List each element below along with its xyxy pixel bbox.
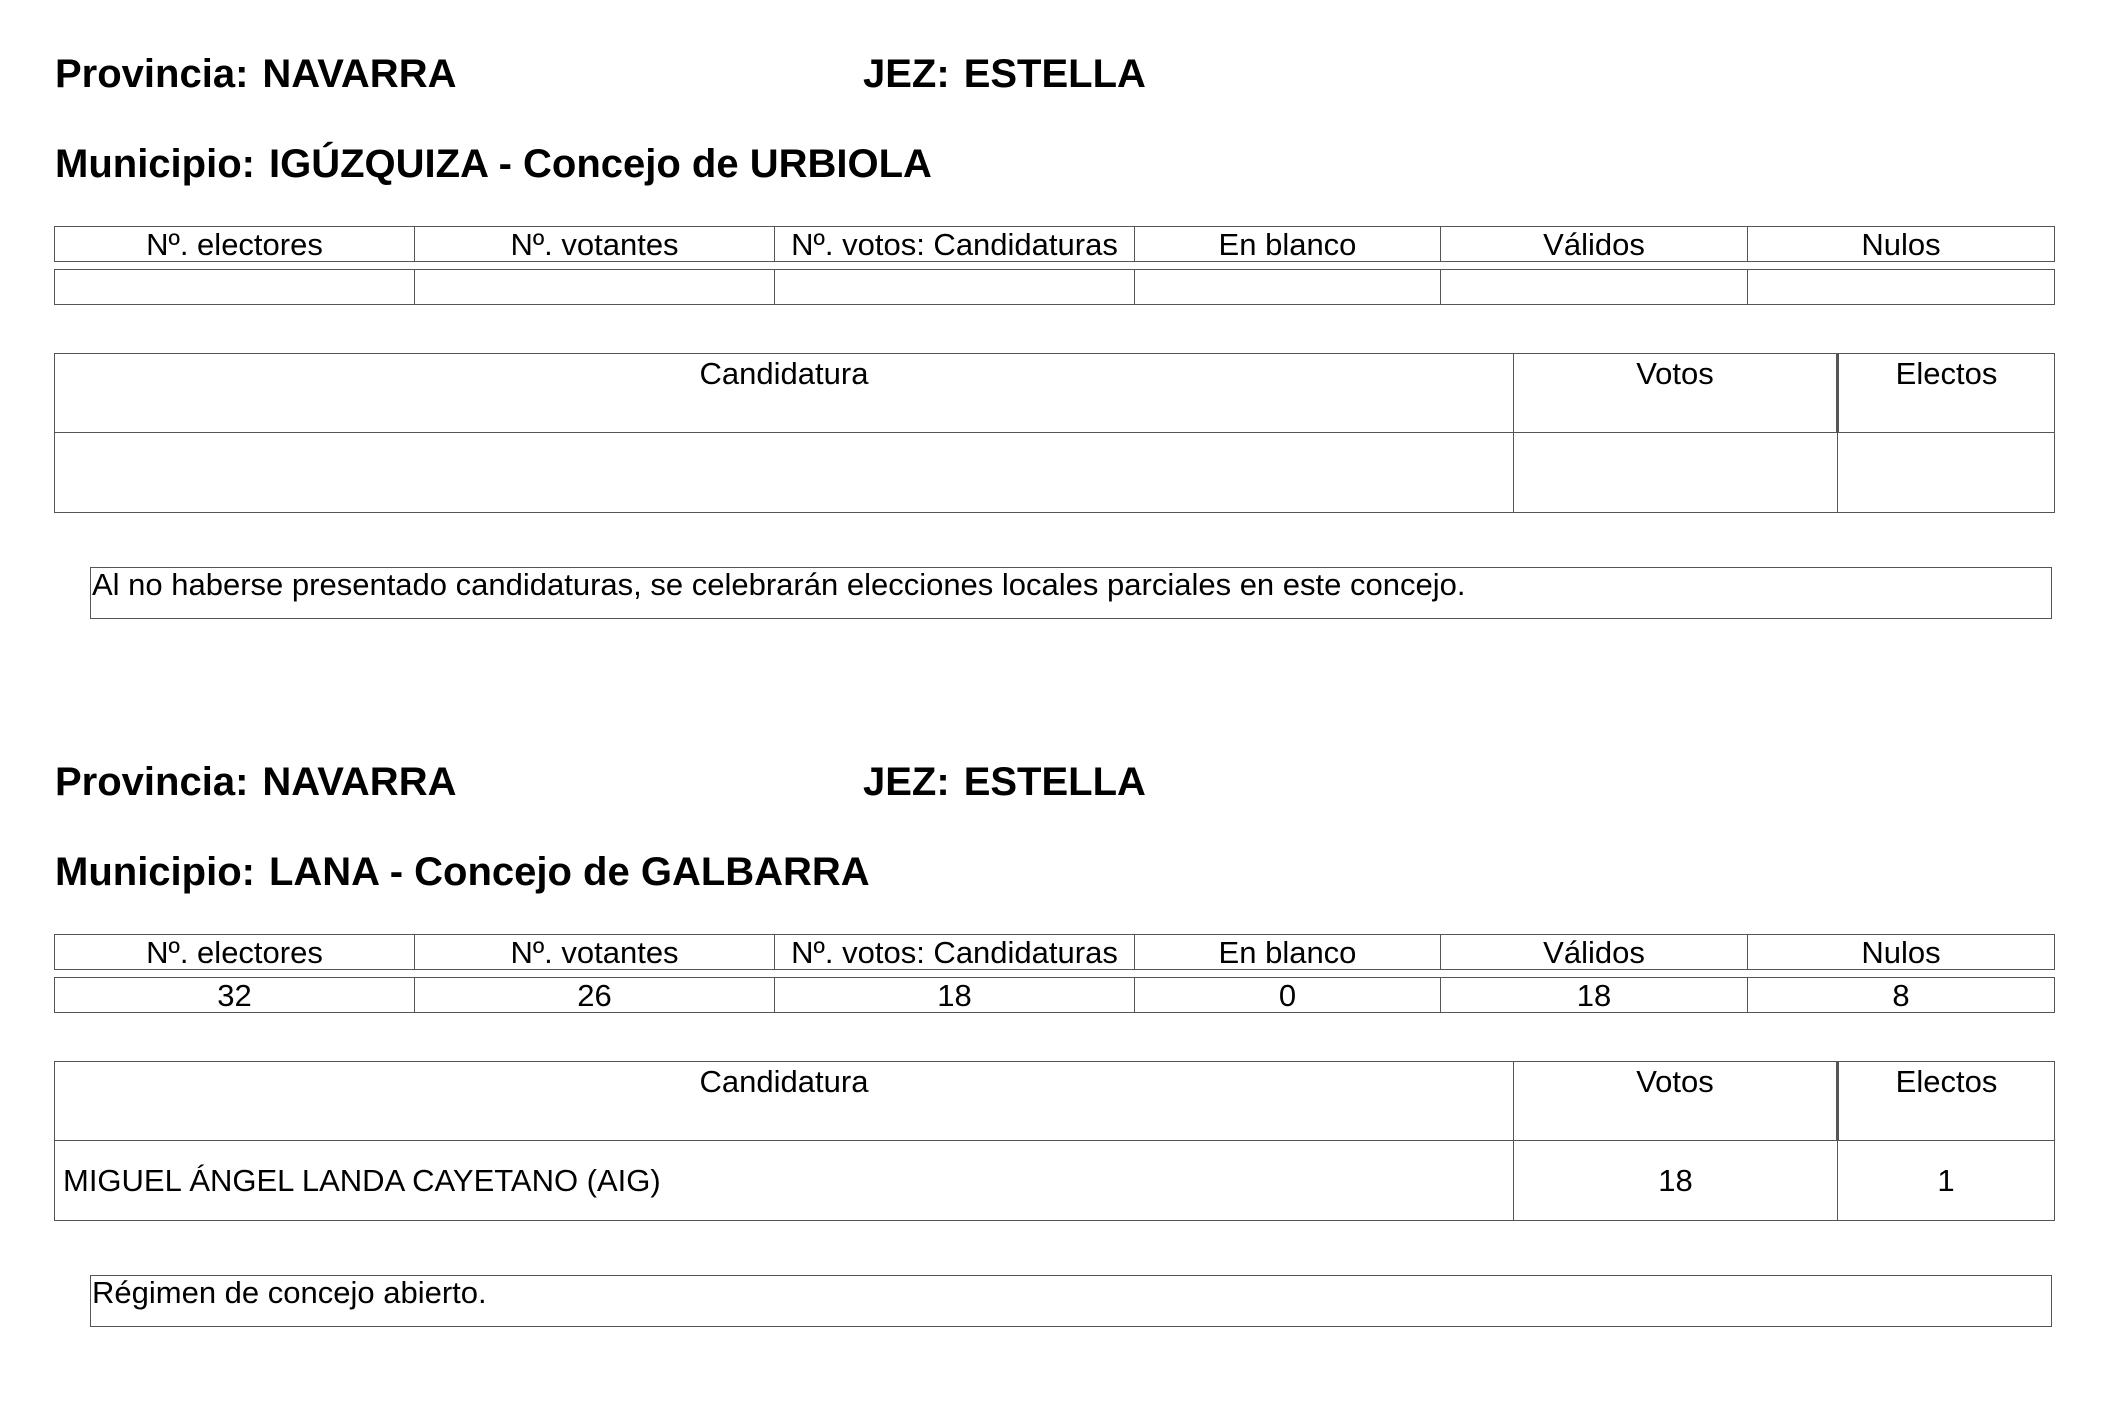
stats-header-cell: En blanco xyxy=(1135,935,1441,970)
provincia-heading xyxy=(55,51,456,97)
stats-header-row xyxy=(55,935,2055,970)
stats-value-cell xyxy=(55,270,415,305)
stats-values-row xyxy=(55,978,2055,1013)
stats-value-cell: 18 xyxy=(775,978,1135,1013)
stats-header-cell: Nº. votos: Candidaturas xyxy=(775,935,1135,970)
stats-header-cell: Nº. votantes xyxy=(415,935,775,970)
jez-heading xyxy=(863,51,1146,97)
stats-value-cell xyxy=(1135,270,1441,305)
municipio-value: LANA - Concejo de GALBARRA xyxy=(268,850,870,894)
provincia-label: Provincia: xyxy=(55,52,249,96)
table-row xyxy=(55,433,2055,513)
jez-label: JEZ: xyxy=(863,52,950,96)
candidate-electos: 1 xyxy=(1838,1141,2055,1221)
candidatura-header: Candidatura xyxy=(55,354,1514,433)
municipio-heading xyxy=(55,849,870,895)
candidatura-table xyxy=(54,1061,2055,1221)
stats-header-cell: Válidos xyxy=(1441,935,1748,970)
stats-values-table xyxy=(54,269,2055,305)
jez-value: ESTELLA xyxy=(963,52,1146,96)
stats-header-table xyxy=(54,934,2055,970)
electos-header: Electos xyxy=(1838,354,2055,433)
stats-values-row xyxy=(55,270,2055,305)
municipio-label: Municipio: xyxy=(55,142,255,186)
stats-value-cell xyxy=(1748,270,2055,305)
provincia-value: NAVARRA xyxy=(262,760,457,804)
provincia-value: NAVARRA xyxy=(262,52,457,96)
stats-header-cell: Nº. votantes xyxy=(415,227,775,262)
municipio-label: Municipio: xyxy=(55,850,255,894)
candidate-votos xyxy=(1514,433,1838,513)
note-box: Al no haberse presentado candidaturas, se celebrarán elecciones locales parciales en este concejo. xyxy=(90,567,2052,619)
candidate-name xyxy=(55,433,1514,513)
stats-header-cell: Nº. electores xyxy=(55,935,415,970)
stats-header-table xyxy=(54,226,2055,262)
stats-header-cell: Nº. votos: Candidaturas xyxy=(775,227,1135,262)
candidate-votos: 18 xyxy=(1514,1141,1838,1221)
jez-heading xyxy=(863,759,1146,805)
stats-value-cell xyxy=(1441,270,1748,305)
provincia-label: Provincia: xyxy=(55,760,249,804)
provincia-heading xyxy=(55,759,456,805)
electos-header: Electos xyxy=(1838,1062,2055,1141)
stats-value-cell: 8 xyxy=(1748,978,2055,1013)
municipio-heading xyxy=(55,141,932,187)
table-row xyxy=(55,1141,2055,1221)
stats-header-row xyxy=(55,227,2055,262)
jez-value: ESTELLA xyxy=(963,760,1146,804)
stats-header-cell: En blanco xyxy=(1135,227,1441,262)
jez-label: JEZ: xyxy=(863,760,950,804)
result-block-urbiola xyxy=(0,0,2126,700)
stats-value-cell: 0 xyxy=(1135,978,1441,1013)
candidatura-table xyxy=(54,353,2055,513)
candidatura-header: Candidatura xyxy=(55,1062,1514,1141)
candidatura-header-row xyxy=(55,1062,2055,1141)
stats-header-cell: Nº. electores xyxy=(55,227,415,262)
stats-header-cell: Nulos xyxy=(1748,227,2055,262)
result-block-galbarra xyxy=(0,708,2126,1408)
stats-header-cell: Válidos xyxy=(1441,227,1748,262)
stats-header-cell: Nulos xyxy=(1748,935,2055,970)
stats-value-cell: 32 xyxy=(55,978,415,1013)
votos-header: Votos xyxy=(1514,1062,1838,1141)
votos-header: Votos xyxy=(1514,354,1838,433)
candidate-name: MIGUEL ÁNGEL LANDA CAYETANO (AIG) xyxy=(55,1141,1514,1221)
stats-value-cell: 26 xyxy=(415,978,775,1013)
stats-value-cell: 18 xyxy=(1441,978,1748,1013)
stats-values-table xyxy=(54,977,2055,1013)
candidate-electos xyxy=(1838,433,2055,513)
stats-value-cell xyxy=(415,270,775,305)
candidatura-header-row xyxy=(55,354,2055,433)
note-box: Régimen de concejo abierto. xyxy=(90,1275,2052,1327)
stats-value-cell xyxy=(775,270,1135,305)
municipio-value: IGÚZQUIZA - Concejo de URBIOLA xyxy=(268,142,932,186)
